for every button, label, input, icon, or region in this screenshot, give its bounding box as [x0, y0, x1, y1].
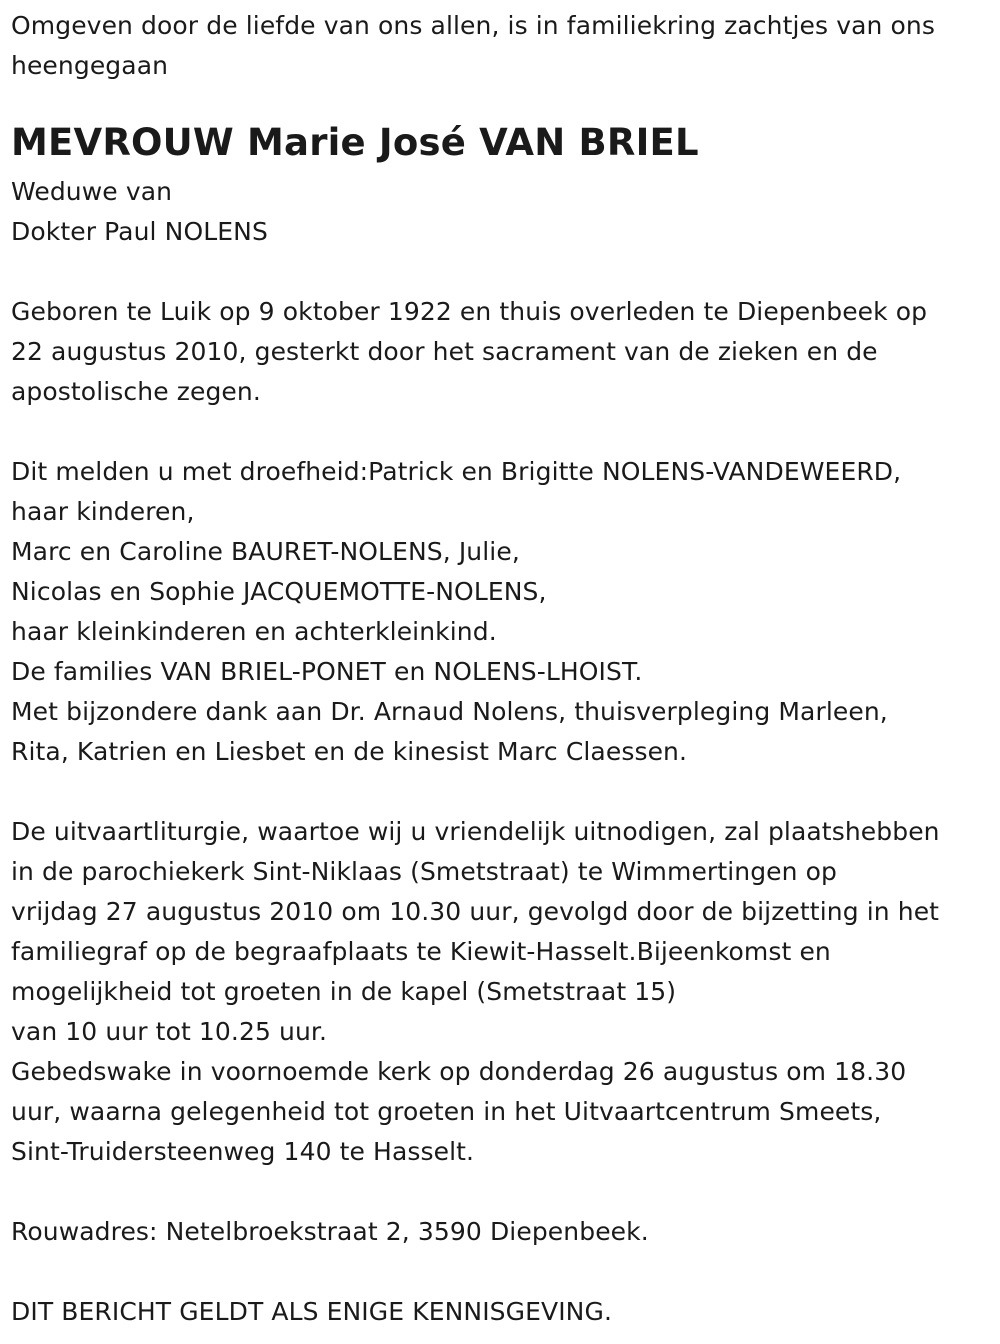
intro-paragraph	[11, 6, 996, 86]
text-line: heengegaan	[11, 51, 169, 80]
funeral-paragraph	[11, 812, 996, 1172]
deceased-name-heading: MEVROUW Marie José VAN BRIEL	[11, 121, 699, 164]
text-line: Weduwe van	[11, 177, 173, 206]
text-line: Gebedswake in voornoemde kerk op donderdag 26 augustus om 18.30	[11, 1057, 907, 1086]
text-line: haar kleinkinderen en achterkleinkind.	[11, 617, 497, 646]
paragraph-spacer	[11, 772, 996, 812]
text-line: Geboren te Luik op 9 oktober 1922 en thuis overleden te Diepenbeek op	[11, 297, 928, 326]
family-paragraph	[11, 452, 996, 772]
text-line: apostolische zegen.	[11, 377, 261, 406]
paragraph-spacer	[11, 1252, 996, 1292]
mourning-address: Rouwadres: Netelbroekstraat 2, 3590 Diepenbeek.	[11, 1217, 649, 1246]
text-line: Marc en Caroline BAURET-NOLENS, Julie,	[11, 537, 520, 566]
text-line: Nicolas en Sophie JACQUEMOTTE-NOLENS,	[11, 577, 547, 606]
text-line: Met bijzondere dank aan Dr. Arnaud Nolens, thuisverpleging Marleen,	[11, 697, 888, 726]
text-line: in de parochiekerk Sint-Niklaas (Smetstraat) te Wimmertingen op	[11, 857, 838, 886]
paragraph-spacer	[11, 412, 996, 452]
text-line: familiegraf op de begraafplaats te Kiewit-Hasselt.Bijeenkomst en	[11, 937, 831, 966]
text-line: Omgeven door de liefde van ons allen, is in familiekring zachtjes van ons	[11, 11, 935, 40]
text-line: mogelijkheid tot groeten in de kapel (Smetstraat 15)	[11, 977, 677, 1006]
paragraph-spacer	[11, 1172, 996, 1212]
death-notice	[11, 6, 996, 1332]
text-line: Sint-Truidersteenweg 140 te Hasselt.	[11, 1137, 475, 1166]
birth-death-paragraph	[11, 292, 996, 412]
text-line: Dokter Paul NOLENS	[11, 217, 268, 246]
sole-notice-statement: DIT BERICHT GELDT ALS ENIGE KENNISGEVING.	[11, 1297, 612, 1326]
text-line: Dit melden u met droefheid:Patrick en Brigitte NOLENS-VANDEWEERD,	[11, 457, 902, 486]
text-line: haar kinderen,	[11, 497, 195, 526]
text-line: van 10 uur tot 10.25 uur.	[11, 1017, 328, 1046]
text-line: De families VAN BRIEL-PONET en NOLENS-LHOIST.	[11, 657, 643, 686]
text-line: vrijdag 27 augustus 2010 om 10.30 uur, gevolgd door de bijzetting in het	[11, 897, 940, 926]
text-line: Rita, Katrien en Liesbet en de kinesist Marc Claessen.	[11, 737, 688, 766]
spouse-paragraph	[11, 172, 996, 252]
text-line: uur, waarna gelegenheid tot groeten in het Uitvaartcentrum Smeets,	[11, 1097, 882, 1126]
text-line: 22 augustus 2010, gesterkt door het sacrament van de zieken en de	[11, 337, 878, 366]
paragraph-spacer	[11, 252, 996, 292]
text-line: De uitvaartliturgie, waartoe wij u vriendelijk uitnodigen, zal plaatshebben	[11, 817, 940, 846]
